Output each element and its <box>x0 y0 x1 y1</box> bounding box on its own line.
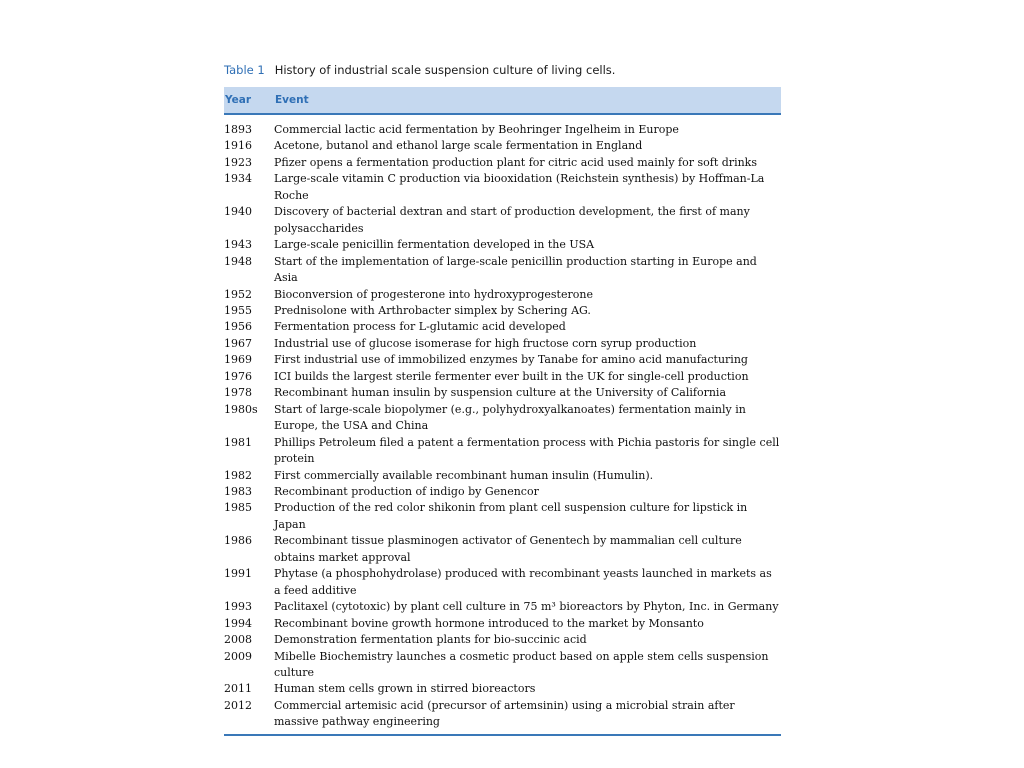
table-row <box>224 352 781 368</box>
row-year: 2008 <box>224 633 252 647</box>
table-label: Table 1 <box>224 63 265 77</box>
row-year: 1993 <box>224 600 252 614</box>
row-year: 1952 <box>224 287 252 301</box>
column-header-event: Event <box>275 94 309 106</box>
table-row <box>224 632 781 648</box>
column-header-year: Year <box>225 94 252 106</box>
row-year: 1956 <box>224 320 252 334</box>
row-year: 1978 <box>224 386 252 400</box>
table-document <box>224 62 781 736</box>
table-row <box>224 402 781 435</box>
row-event: Production of the red color shikonin from plant cell suspension culture for lipstick in Japan <box>274 501 748 531</box>
row-event: Acetone, butanol and ethanol large scale fermentation in England <box>274 139 643 153</box>
row-year: 1969 <box>224 353 252 367</box>
table-row <box>224 204 781 237</box>
table-row <box>224 303 781 319</box>
table-row <box>224 435 781 468</box>
row-event: Prednisolone with Arthrobacter simplex by Schering AG. <box>274 303 591 317</box>
row-year: 1893 <box>224 123 252 136</box>
row-year: 1976 <box>224 369 252 383</box>
row-year: 1994 <box>224 616 252 630</box>
row-event: Industrial use of glucose isomerase for high fructose corn syrup production <box>274 336 697 350</box>
row-event: Mibelle Biochemistry launches a cosmetic product based on apple stem cells suspension culture <box>274 649 769 679</box>
row-year: 1943 <box>224 238 252 252</box>
table-row <box>224 599 781 615</box>
table-row <box>224 698 781 731</box>
row-event: Recombinant bovine growth hormone introduced to the market by Monsanto <box>274 616 704 630</box>
row-event: Commercial lactic acid fermentation by Beohringer Ingelheim in Europe <box>274 123 679 136</box>
table-bottom-rule <box>224 734 781 736</box>
table-caption <box>224 62 781 84</box>
row-event: ICI builds the largest sterile fermenter ever built in the UK for single-cell production <box>274 369 749 383</box>
row-event: Large-scale penicillin fermentation developed in the USA <box>274 238 595 252</box>
table-row <box>224 138 781 154</box>
row-year: 1980s <box>224 402 258 416</box>
table-row <box>224 287 781 303</box>
row-event: Start of large-scale biopolymer (e.g., polyhydroxyalkanoates) fermentation mainly in Europe, the USA and China <box>274 402 746 433</box>
row-event: Phytase (a phosphohydrolase) produced with recombinant yeasts launched in markets as a feed additive <box>274 567 772 597</box>
row-year: 1955 <box>224 303 252 317</box>
table-row <box>224 616 781 632</box>
table-body <box>224 122 781 731</box>
row-event: Start of the implementation of large-scale penicillin production starting in Europe and Asia <box>274 254 757 285</box>
row-year: 1967 <box>224 336 252 350</box>
table-row <box>224 319 781 335</box>
row-event: Paclitaxel (cytotoxic) by plant cell culture in 75 m³ bioreactors by Phyton, Inc. in Germany <box>274 600 779 614</box>
table-row <box>224 385 781 401</box>
row-year: 1991 <box>224 567 252 581</box>
table-header <box>224 87 781 115</box>
table-row <box>224 254 781 287</box>
table-row <box>224 681 781 697</box>
table-row <box>224 155 781 171</box>
row-event: Discovery of bacterial dextran and start of production development, the first of many polysaccharides <box>274 205 750 235</box>
row-year: 1916 <box>224 139 252 153</box>
row-year: 1934 <box>224 172 252 186</box>
row-event: Pfizer opens a fermentation production plant for citric acid used mainly for soft drinks <box>274 155 757 169</box>
row-event: Recombinant production of indigo by Genencor <box>274 484 539 498</box>
row-year: 2011 <box>224 682 252 696</box>
row-year: 1983 <box>224 484 252 498</box>
row-event: Demonstration fermentation plants for bio-succinic acid <box>274 633 587 647</box>
row-year: 1981 <box>224 435 252 449</box>
row-event: Fermentation process for L-glutamic acid developed <box>274 320 566 334</box>
table-row <box>224 566 781 599</box>
table-row <box>224 336 781 352</box>
table-row <box>224 237 781 253</box>
row-event: Phillips Petroleum filed a patent a fermentation process with Pichia pastoris for single cell protein <box>274 435 780 466</box>
row-event: Bioconversion of progesterone into hydroxyprogesterone <box>274 287 593 301</box>
row-year: 1982 <box>224 468 252 482</box>
table-row <box>224 484 781 500</box>
row-year: 1985 <box>224 501 252 515</box>
table-row <box>224 369 781 385</box>
row-event: First commercially available recombinant human insulin (Humulin). <box>274 468 654 482</box>
row-year: 1948 <box>224 254 252 268</box>
row-event: Recombinant human insulin by suspension culture at the University of California <box>274 386 727 400</box>
row-year: 1940 <box>224 205 252 219</box>
row-event: First industrial use of immobilized enzymes by Tanabe for amino acid manufacturing <box>274 353 748 367</box>
table-row <box>224 171 781 204</box>
table-row <box>224 500 781 533</box>
table-row <box>224 649 781 682</box>
table-row <box>224 468 781 484</box>
row-year: 2009 <box>224 649 252 663</box>
table-row <box>224 533 781 566</box>
row-year: 1923 <box>224 155 252 169</box>
row-event: Commercial artemisic acid (precursor of artemsinin) using a microbial strain after massive pathway engineering <box>274 698 735 729</box>
row-year: 1986 <box>224 534 252 548</box>
row-event: Recombinant tissue plasminogen activator of Genentech by mammalian cell culture obtains market approval <box>274 534 742 564</box>
table-row <box>224 122 781 138</box>
table-title: History of industrial scale suspension culture of living cells. <box>274 63 616 77</box>
row-year: 2012 <box>224 698 252 712</box>
row-event: Large-scale vitamin C production via biooxidation (Reichstein synthesis) by Hoffman-La Roche <box>274 172 765 202</box>
row-event: Human stem cells grown in stirred bioreactors <box>274 682 536 696</box>
